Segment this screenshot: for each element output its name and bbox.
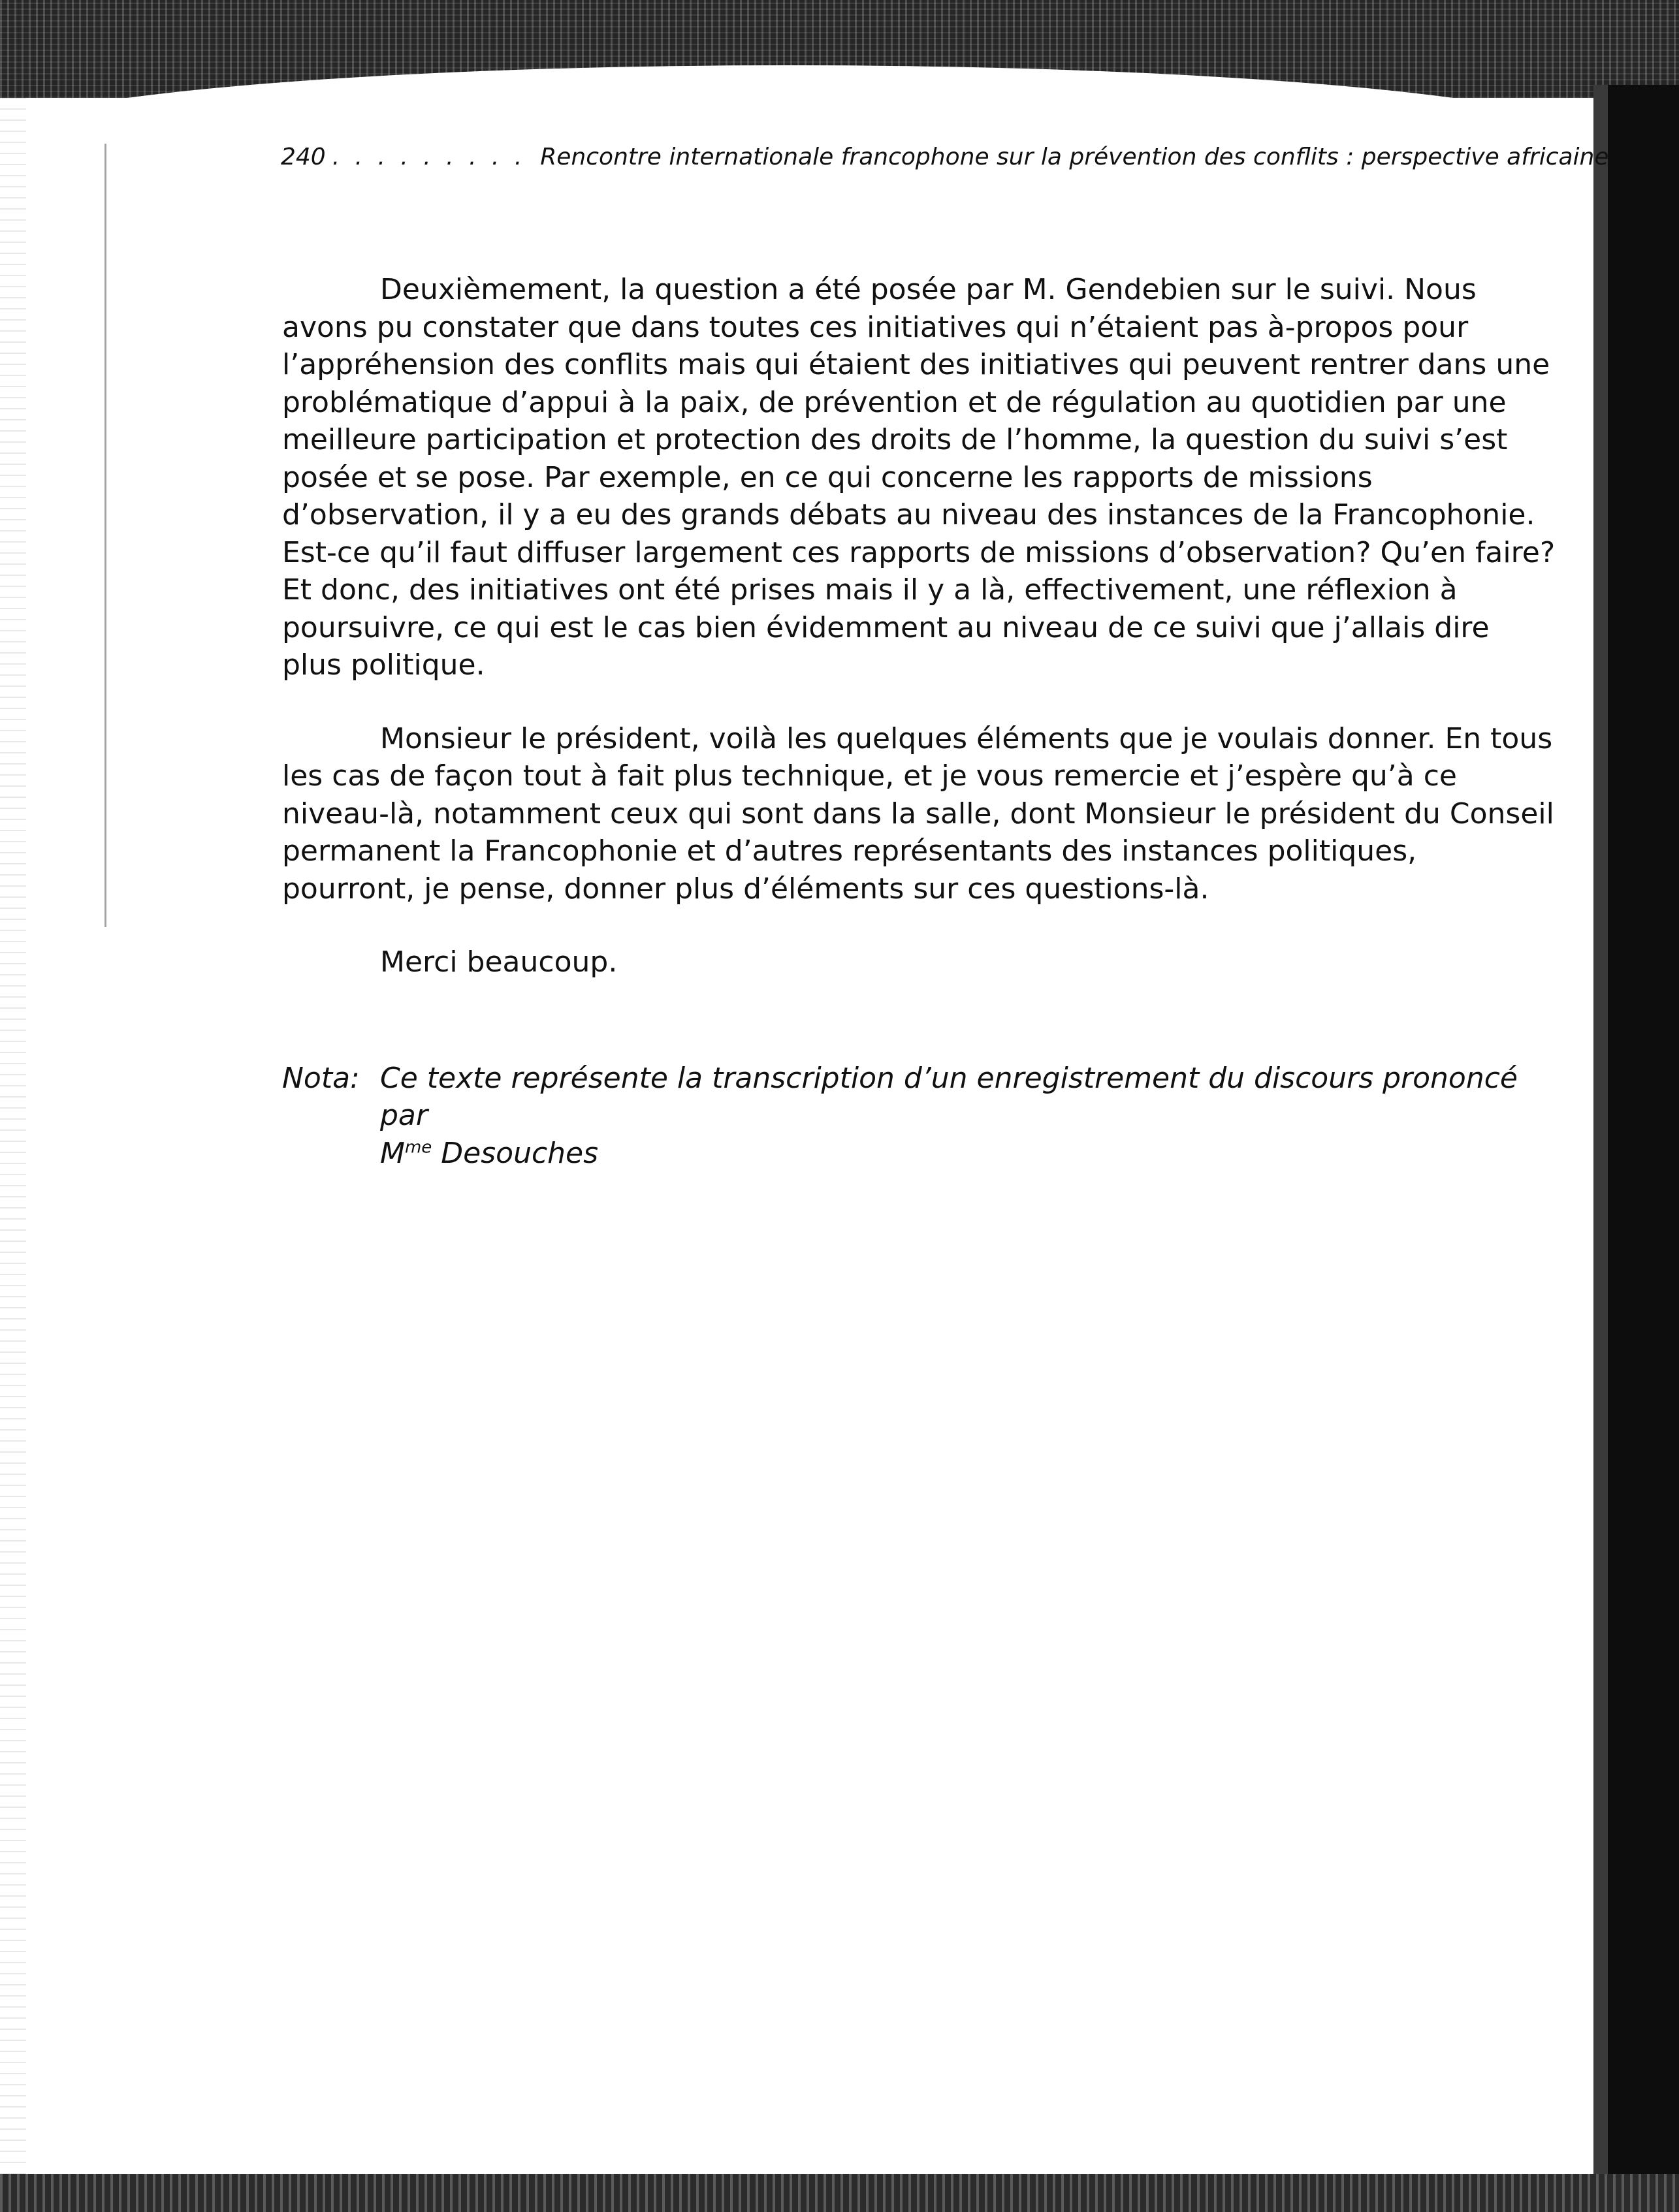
leader-dots: . . . . . . . . .: [332, 144, 526, 170]
nota-label: Nota:: [282, 1061, 360, 1095]
speaker-prefix: M: [380, 1136, 405, 1170]
footnote-nota: [282, 1060, 1556, 1173]
paragraph: Deuxièmement, la question a été posée par M. Gendebien sur le suivi. Nous avons pu constater que dans toutes ces initiatives qui n’étaient pas à-propos pour l’appréhension des conflits mais qui étaient des initiatives qui peuvent rentrer dans une problématique d’appui à la paix, de prévention et de régulation au quotidien par une meilleure participation et protection des droits de l’homme, la question du suivi s’est posée et se pose. Par exemple, en ce qui concerne les rapports de missions d’observation, il y a eu des grands débats au niveau des instances de la Francophonie. Est-ce qu’il faut diffuser largement ces rapports de missions d’observation? Qu’en faire? Et donc, des initiatives ont été prises mais il y a là, effectivement, une réflexion à poursuivre, ce qui est le cas bien évidemment au niveau de ce suivi que j’allais dire plus politique.: [282, 273, 1556, 682]
nota-text-block: [380, 1060, 1556, 1173]
paragraph: Monsieur le président, voilà les quelques éléments que je voulais donner. En tous les cas de façon tout à fait plus technique, et je vous remercie et j’espère qu’à ce niveau-là, notamment ceux qui sont dans la salle, dont Monsieur le président du Conseil permanent la Francophonie et d’autres représentants des instances politiques, pourront, je pense, donner plus d’éléments sur ces questions-là.: [282, 721, 1554, 906]
paragraph-closing: Merci beaucoup.: [380, 945, 618, 979]
page-number: 240: [281, 144, 326, 170]
running-header: [281, 144, 1609, 170]
body-text: [282, 271, 1556, 1172]
scan-border-bottom: [0, 2174, 1679, 2212]
speaker-superscript: me: [404, 1137, 432, 1157]
nota-speaker: [380, 1137, 598, 1170]
speaker-name: Desouches: [432, 1136, 599, 1170]
running-title: Rencontre internationale francophone sur la prévention des conflits : perspective africaine: [540, 144, 1609, 170]
nota-text: Ce texte représente la transcription d’un enregistrement du discours prononcé par: [380, 1061, 1518, 1132]
book-spine-edge: [1593, 85, 1608, 2174]
